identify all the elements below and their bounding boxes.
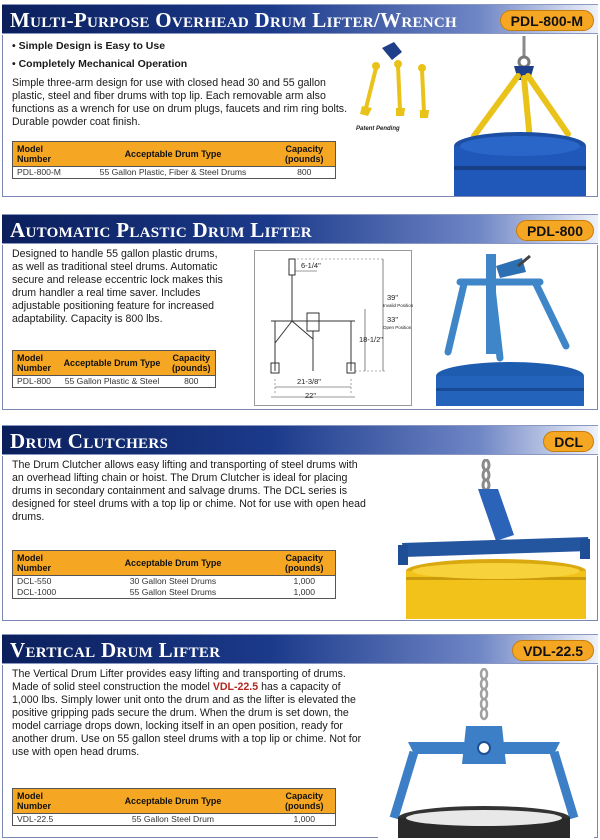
- col-header: Model Number: [13, 351, 57, 376]
- dimension-label: 22": [305, 391, 317, 400]
- spec-table: [12, 788, 336, 826]
- col-header: Acceptable Drum Type: [57, 351, 168, 376]
- section-title: Automatic Plastic Drum Lifter: [10, 218, 312, 242]
- col-header: Acceptable Drum Type: [73, 551, 274, 576]
- product-description: Designed to handle 55 gallon plastic drums, as well as traditional steel drums. Automatic secure and release eccentric lock makes this drum handler a real time saver. Includes adjustable positioning feature for increased adaptability. Capacity is 800 lbs.: [12, 248, 223, 325]
- section-title: Multi-Purpose Overhead Drum Lifter/Wrench: [10, 8, 458, 32]
- dimension-label: 18-1/2": [359, 335, 383, 344]
- dimension-label: 6-1/4": [301, 261, 321, 270]
- section-pdl-800-m: [0, 0, 600, 200]
- vertical-lifter-photo: [378, 668, 594, 838]
- section-banner: [2, 425, 598, 455]
- section-pdl-800: [0, 210, 600, 410]
- model-tag: DCL: [543, 431, 594, 452]
- spec-table: [12, 550, 336, 599]
- spec-table: [12, 350, 216, 388]
- table-row: PDL-800-M 55 Gallon Plastic, Fiber & Steel Drums 800: [17, 167, 312, 177]
- dimension-drawing: [254, 250, 412, 406]
- col-header: Model Number: [13, 789, 73, 814]
- col-header: Model Number: [13, 142, 73, 167]
- table-row: PDL-800 55 Gallon Plastic & Steel 800: [17, 376, 199, 386]
- section-banner: [2, 4, 598, 34]
- dimension-label: 21-3/8": [297, 377, 321, 386]
- section-vdl-22-5: [0, 630, 600, 840]
- section-banner: [2, 634, 598, 664]
- col-header: Model Number: [13, 551, 73, 576]
- feature-bullet: • Completely Mechanical Operation: [12, 58, 188, 70]
- col-header: Capacity (pounds): [274, 789, 336, 814]
- spec-table: [12, 141, 336, 179]
- product-description: Simple three-arm design for use with closed head 30 and 55 gallon plastic, steel and fiber drums with top lip. Each removable arm also functions as a wrench for use on drum plugs, faucets and rim ring bolts. Durable powder coat finish.: [12, 77, 348, 128]
- table-row: DCL-1000 55 Gallon Steel Drums 1,000: [17, 587, 315, 597]
- feature-bullet: • Simple Design is Easy to Use: [12, 40, 166, 52]
- section-dcl: [0, 421, 600, 621]
- col-header: Capacity (pounds): [274, 142, 336, 167]
- dimension-label: 39": [387, 293, 399, 302]
- col-header: Capacity (pounds): [274, 551, 336, 576]
- dimension-note: Invalid Position: [383, 303, 414, 308]
- product-description: The Drum Clutcher allows easy lifting and transporting of steel drums with an overhead lifting chain or hoist. The Drum Clutcher is ideal for placing drums in secondary containment and salvage drums. The DCL series is designed for steel drums with a top lip or chime. Not for use with open head drums.: [12, 459, 366, 523]
- section-title: Vertical Drum Lifter: [10, 638, 221, 662]
- col-header: Capacity (pounds): [168, 351, 216, 376]
- col-header: Acceptable Drum Type: [73, 789, 274, 814]
- dimension-note: Open Position: [383, 325, 412, 330]
- col-header: Acceptable Drum Type: [73, 142, 274, 167]
- section-title: Drum Clutchers: [10, 429, 169, 453]
- model-tag: PDL-800-M: [500, 10, 594, 31]
- table-row: DCL-550 30 Gallon Steel Drums 1,000: [17, 576, 315, 586]
- image-caption: Patent Pending: [356, 126, 400, 132]
- removable-arms-image: [352, 38, 436, 120]
- section-banner: [2, 214, 598, 244]
- drum-lifter-photo: [430, 248, 594, 406]
- drum-lifter-photo: [448, 36, 594, 196]
- drum-clutcher-photo: [396, 459, 594, 619]
- table-row: VDL-22.5 55 Gallon Steel Drum 1,000: [17, 814, 315, 824]
- dimension-label: 33": [387, 315, 399, 324]
- model-tag: PDL-800: [516, 220, 594, 241]
- model-tag: VDL-22.5: [512, 640, 594, 661]
- model-highlight: VDL-22.5: [212, 681, 259, 693]
- product-description: The Vertical Drum Lifter provides easy lifting and transporting of drums. Made of solid steel construction the model VDL-22.5 has a capacity of 1,000 lbs. Simply lower unit onto the drum and as the lifter is elevated the positive gripping pads secure the drum. When the drum is set down, the model carriage drops down, locking itself in an open position, ready for another drum. Use on 55 gallon steel drums with a top lip or chime. Not for use with open head drums.: [12, 668, 362, 758]
